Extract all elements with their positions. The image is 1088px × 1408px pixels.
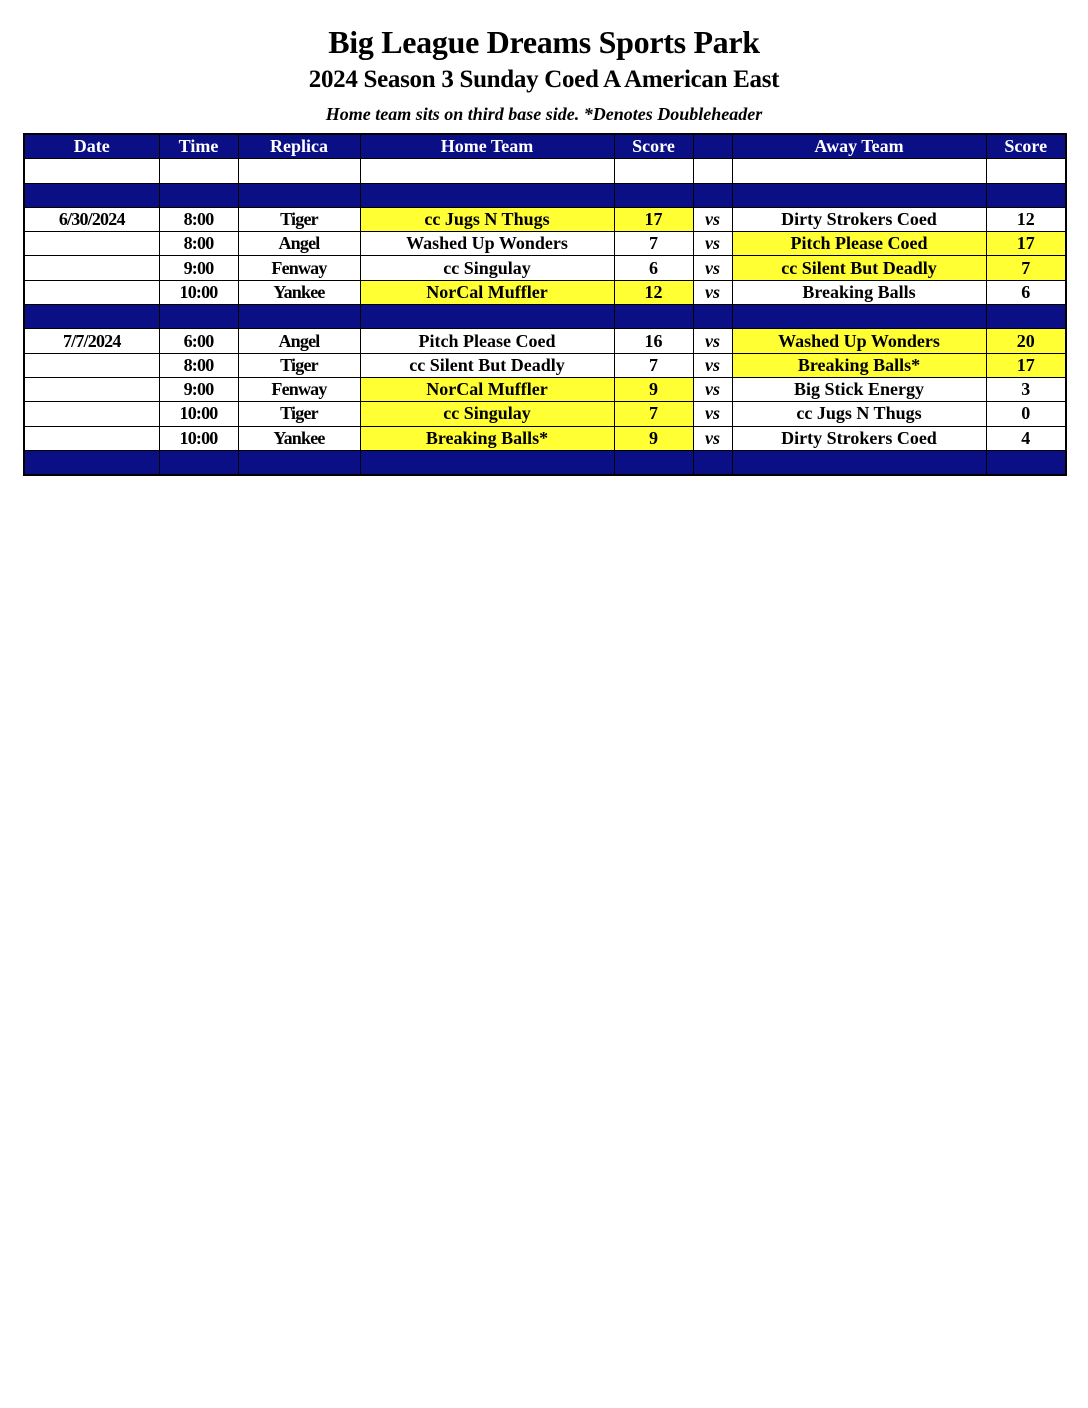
game-date: [24, 402, 159, 426]
away-score-column-header: Score: [986, 134, 1066, 159]
game-date: 7/7/2024: [24, 329, 159, 353]
game-row: [24, 329, 1066, 353]
blank-cell: [360, 159, 614, 183]
game-replica-field: Yankee: [238, 280, 360, 304]
blank-cell: [732, 159, 986, 183]
game-replica-field: Angel: [238, 329, 360, 353]
vs-label: vs: [693, 353, 732, 377]
separator-cell: [24, 305, 159, 329]
away-team: Pitch Please Coed: [732, 232, 986, 256]
home-team: Pitch Please Coed: [360, 329, 614, 353]
home-team: Washed Up Wonders: [360, 232, 614, 256]
separator-cell: [986, 305, 1066, 329]
page-title: Big League Dreams Sports Park: [328, 24, 760, 60]
game-time: 10:00: [159, 402, 238, 426]
vs-label: vs: [693, 280, 732, 304]
game-time: 8:00: [159, 207, 238, 231]
game-date: 6/30/2024: [24, 207, 159, 231]
vs-label: vs: [693, 426, 732, 450]
vs-label: vs: [693, 377, 732, 401]
separator-cell: [238, 305, 360, 329]
game-time: 8:00: [159, 353, 238, 377]
separator-cell: [986, 450, 1066, 475]
game-time: 10:00: [159, 280, 238, 304]
game-date: [24, 426, 159, 450]
game-replica-field: Fenway: [238, 256, 360, 280]
schedule-note: Home team sits on third base side. *Denotes Doubleheader: [325, 104, 763, 124]
separator-row: [24, 450, 1066, 475]
game-row: [24, 280, 1066, 304]
away-team: Breaking Balls: [732, 280, 986, 304]
game-replica-field: Yankee: [238, 426, 360, 450]
blank-cell: [693, 159, 732, 183]
home-score: 7: [614, 402, 693, 426]
home-team: cc Jugs N Thugs: [360, 207, 614, 231]
game-time: 6:00: [159, 329, 238, 353]
blank-cell: [986, 159, 1066, 183]
separator-cell: [693, 305, 732, 329]
game-date: [24, 377, 159, 401]
date-column-header: Date: [24, 134, 159, 159]
separator-cell: [360, 305, 614, 329]
separator-cell: [159, 305, 238, 329]
away-team: cc Jugs N Thugs: [732, 402, 986, 426]
game-replica-field: Angel: [238, 232, 360, 256]
game-date: [24, 256, 159, 280]
separator-cell: [614, 305, 693, 329]
game-date: [24, 280, 159, 304]
separator-cell: [238, 450, 360, 475]
game-time: 8:00: [159, 232, 238, 256]
separator-cell: [693, 183, 732, 207]
separator-cell: [693, 450, 732, 475]
game-replica-field: Tiger: [238, 402, 360, 426]
away-score: 6: [986, 280, 1066, 304]
vs-label: vs: [693, 329, 732, 353]
away-team: cc Silent But Deadly: [732, 256, 986, 280]
game-row: [24, 353, 1066, 377]
game-replica-field: Tiger: [238, 353, 360, 377]
season-subtitle: 2024 Season 3 Sunday Coed A American East: [308, 66, 780, 93]
blank-cell: [24, 159, 159, 183]
game-time: 10:00: [159, 426, 238, 450]
away-team-column-header: Away Team: [732, 134, 986, 159]
separator-cell: [360, 183, 614, 207]
blank-cell: [159, 159, 238, 183]
separator-cell: [732, 450, 986, 475]
schedule-table: [23, 133, 1067, 476]
game-time: 9:00: [159, 377, 238, 401]
separator-cell: [24, 183, 159, 207]
blank-cell: [614, 159, 693, 183]
away-team: Breaking Balls*: [732, 353, 986, 377]
home-score-column-header: Score: [614, 134, 693, 159]
home-score: 12: [614, 280, 693, 304]
away-score: 17: [986, 232, 1066, 256]
blank-cell: [238, 159, 360, 183]
away-team: Dirty Strokers Coed: [732, 426, 986, 450]
vs-label: vs: [693, 402, 732, 426]
replica-column-header: Replica: [238, 134, 360, 159]
separator-row: [24, 305, 1066, 329]
away-score: 12: [986, 207, 1066, 231]
home-team: NorCal Muffler: [360, 377, 614, 401]
home-team-column-header: Home Team: [360, 134, 614, 159]
game-row: [24, 402, 1066, 426]
separator-cell: [614, 183, 693, 207]
game-replica-field: Tiger: [238, 207, 360, 231]
home-team: Breaking Balls*: [360, 426, 614, 450]
separator-cell: [238, 183, 360, 207]
separator-cell: [159, 183, 238, 207]
separator-cell: [24, 450, 159, 475]
home-team: cc Singulay: [360, 256, 614, 280]
game-row: [24, 232, 1066, 256]
vs-column-header: [693, 134, 732, 159]
home-team: NorCal Muffler: [360, 280, 614, 304]
game-date: [24, 353, 159, 377]
away-team: Washed Up Wonders: [732, 329, 986, 353]
vs-label: vs: [693, 207, 732, 231]
separator-cell: [614, 450, 693, 475]
game-row: [24, 207, 1066, 231]
separator-cell: [732, 183, 986, 207]
away-score: 4: [986, 426, 1066, 450]
separator-cell: [159, 450, 238, 475]
home-score: 16: [614, 329, 693, 353]
separator-cell: [360, 450, 614, 475]
game-row: [24, 426, 1066, 450]
game-row: [24, 256, 1066, 280]
separator-cell: [732, 305, 986, 329]
home-score: 6: [614, 256, 693, 280]
away-score: 0: [986, 402, 1066, 426]
home-score: 9: [614, 426, 693, 450]
home-score: 7: [614, 353, 693, 377]
away-score: 7: [986, 256, 1066, 280]
away-score: 3: [986, 377, 1066, 401]
away-team: Dirty Strokers Coed: [732, 207, 986, 231]
vs-label: vs: [693, 256, 732, 280]
blank-row: [24, 159, 1066, 183]
game-time: 9:00: [159, 256, 238, 280]
home-score: 7: [614, 232, 693, 256]
home-score: 9: [614, 377, 693, 401]
game-row: [24, 377, 1066, 401]
home-team: cc Silent But Deadly: [360, 353, 614, 377]
game-date: [24, 232, 159, 256]
time-column-header: Time: [159, 134, 238, 159]
separator-row: [24, 183, 1066, 207]
away-score: 20: [986, 329, 1066, 353]
header-row: [24, 134, 1066, 159]
separator-cell: [986, 183, 1066, 207]
away-score: 17: [986, 353, 1066, 377]
away-team: Big Stick Energy: [732, 377, 986, 401]
home-score: 17: [614, 207, 693, 231]
game-replica-field: Fenway: [238, 377, 360, 401]
home-team: cc Singulay: [360, 402, 614, 426]
vs-label: vs: [693, 232, 732, 256]
